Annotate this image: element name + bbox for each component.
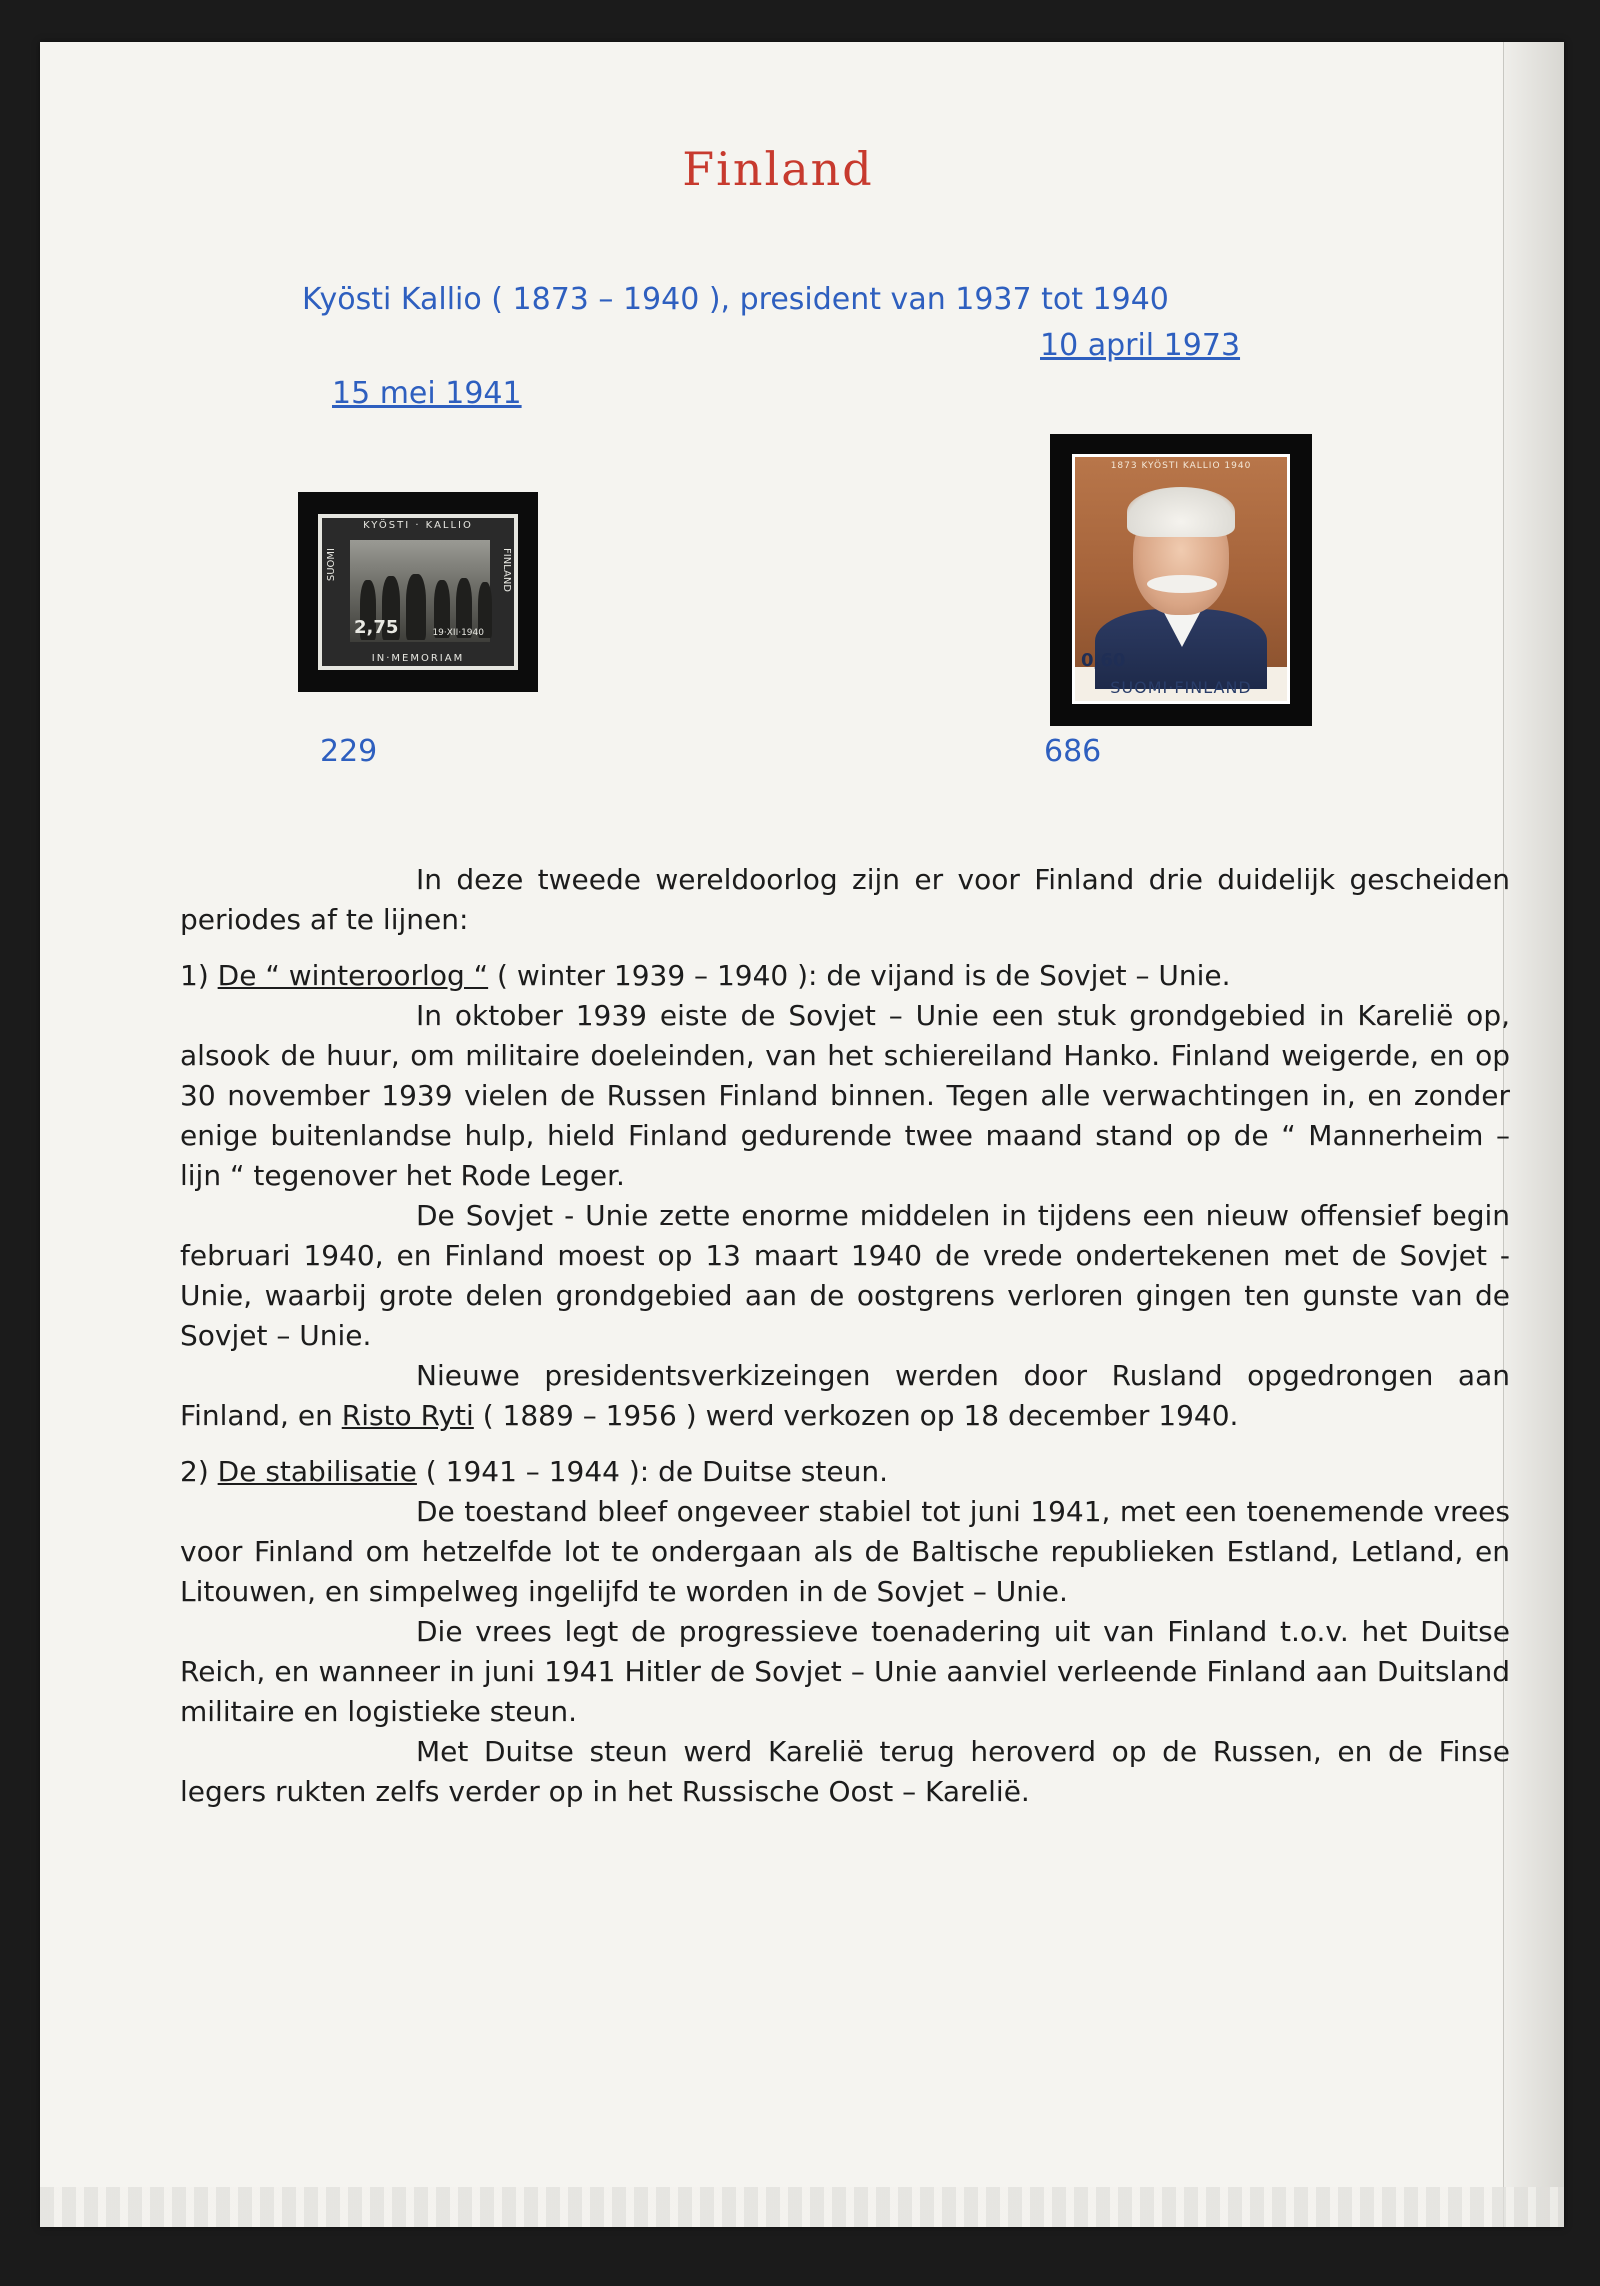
stamp-686-top-text: 1873 KYÖSTI KALLIO 1940 [1110,461,1252,471]
stamp-229-bottom-text: IN·MEMORIAM [371,653,465,664]
paragraph-stabilisation-3: Met Duitse steun werd Karelië terug heroverd op de Russen, en de Finse legers rukten zelfs verder op in het Russische Oost – Karelië. [180,1735,1510,1808]
article-body [180,860,1510,1812]
stamp-229-left-text: SUOMI [326,548,337,582]
stamp-figure [406,574,426,640]
section-1-prefix: 1) [180,959,218,992]
paragraph-stabilisation-1: De toestand bleef ongeveer stabiel tot juni 1941, met een toenemende vrees voor Finland om hetzelfde lot te ondergaan als de Baltische republieken Estland, Letland, en Litouwen, en simpelweg ingelijfd te worden in de Sovjet – Unie. [180,1495,1510,1608]
album-page [40,42,1564,2227]
stamp-229-right-text: FINLAND [501,548,512,593]
section-1-subtitle: ( winter 1939 – 1940 ): de vijand is de Sovjet – Unie. [488,959,1231,992]
stamp-229-frame [318,514,518,670]
stamp-caption-subtitle: Kyösti Kallio ( 1873 – 1940 ), president van 1937 tot 1940 [302,282,1169,317]
stamp-229-date: 19·XII·1940 [432,628,484,638]
section-1-heading-line [180,956,1510,996]
portrait-moustache [1147,575,1217,593]
elections-text-a: Nieuwe presidentsverkizeingen werden door Rusland opgedrongen aan Finland, en [180,1359,1510,1432]
paragraph-stabilisation-2: Die vrees legt de progressieve toenadering uit van Finland t.o.v. het Duitse Reich, en wanneer in juni 1941 Hitler de Sovjet – Unie aanviel verleende Finland aan Duitsland militaire en logistieke steun. [180,1615,1510,1728]
section-2-prefix: 2) [180,1455,218,1488]
stamp-229-value: 2,75 [354,617,399,638]
section-2-subtitle: ( 1941 – 1944 ): de Duitse steun. [416,1455,888,1488]
stamp-686-value: 0,60 [1081,650,1126,671]
stamp-229-top-text: KYÖSTI · KALLIO [363,520,473,531]
page-title: Finland [682,142,874,196]
stamp-number-229: 229 [320,734,378,769]
intro-paragraph: In deze tweede wereldoorlog zijn er voor Finland drie duidelijk gescheiden periodes af te lijnen: [180,863,1510,936]
stamp-date-left: 15 mei 1941 [332,376,522,411]
stamp-number-686: 686 [1044,734,1102,769]
section-1-heading: De “ winteroorlog “ [217,959,489,992]
page-edge [1503,42,1564,2227]
stamp-date-right: 10 april 1973 [1040,328,1241,363]
paragraph-elections [180,1356,1510,1436]
section-2-heading: De stabilisatie [217,1455,417,1488]
paragraph-winter-war-1: In oktober 1939 eiste de Sovjet – Unie een stuk grondgebied in Karelië op, alsook de huur, om militaire doeleinden, van het schiereiland Hanko. Finland weigerde, en op 30 november 1939 vielen de Russen Finland binnen. Tegen alle verwachtingen in, en zonder enige buitenlandse hulp, hield Finland gedurende twee maand stand op de “ Mannerheim – lijn “ tegenover het Rode Leger. [180,999,1510,1192]
stamp-686-frame [1072,454,1290,704]
stamp-686-bottom-text: SUOMI·FINLAND [1110,678,1252,697]
paragraph-winter-war-2: De Sovjet - Unie zette enorme middelen in tijdens een nieuw offensief begin februari 1940, en Finland moest op 13 maart 1940 de vrede ondertekenen met de Sovjet - Unie, waarbij grote delen grondgebied aan de oostgrens verloren gingen ten gunste van de Sovjet – Unie. [180,1199,1510,1352]
section-2-heading-line [180,1452,1510,1492]
stamp-686 [1050,434,1312,726]
stamp-229 [298,492,538,692]
portrait-hair [1127,487,1235,537]
elections-text-b: ( 1889 – 1956 ) werd verkozen op 18 december 1940. [473,1399,1239,1432]
risto-ryti-name: Risto Ryti [341,1399,474,1432]
page-perforation-strip [40,2187,1564,2227]
